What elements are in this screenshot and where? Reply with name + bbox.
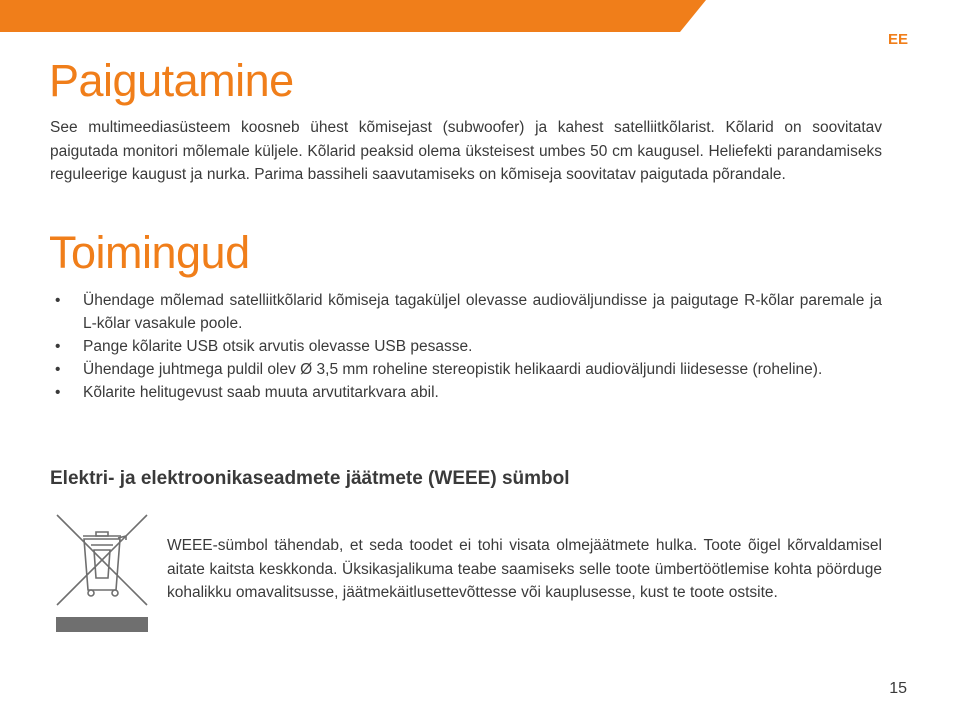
list-item: • Pange kõlarite USB otsik arvutis olevasse USB pesasse. [50, 335, 882, 358]
placement-heading: Paigutamine [49, 55, 294, 106]
page-number: 15 [889, 680, 907, 697]
weee-heading: Elektri- ja elektroonikaseadmete jäätmete (WEEE) sümbol [50, 468, 570, 489]
operations-list [50, 289, 882, 404]
operations-heading: Toimingud [49, 227, 250, 278]
language-code: EE [887, 31, 908, 48]
placement-paragraph: See multimeediasüsteem koosneb ühest kõmisejast (subwoofer) ja kahest satelliitkõlarist. Kõlarid on soovitatav paigutada monitori mõlemale küljele. Kõlarid peaksid olema üksteisest umbes 50 cm kaugusel. Heliefekti parandamiseks reguleerige kaugust ja nurka. Parima bassiheli saavutamiseks on kõmiseja soovitatav paigutada põrandale. [50, 119, 882, 183]
top-orange-banner [0, 0, 954, 32]
list-item: • Ühendage mõlemad satelliitkõlarid kõmiseja tagaküljel olevasse audioväljundisse ja paigutage R-kõlar paremale ja L-kõlar vasakule poole. [50, 289, 882, 335]
weee-paragraph: WEEE-sümbol tähendab, et seda toodet ei tohi visata olmejäätmete hulka. Toote õigel kõrvaldamisel aitate kaitsta keskkonda. Üksikasjalikuma teabe saamiseks selle toote ümbertöötlemise kohta pöörduge kohalikku omavalitsusse, jäätmekäitlusettevõttesse või kauplusesse, kust te toote ostsite. [167, 537, 882, 601]
crossed-out-wheelie-bin-icon [56, 514, 148, 632]
list-item: • Kõlarite helitugevust saab muuta arvutitarkvara abil. [50, 381, 882, 404]
list-item: • Ühendage juhtmega puldil olev Ø 3,5 mm roheline stereopistik helikaardi audioväljundi liidesesse (roheline). [50, 358, 882, 381]
